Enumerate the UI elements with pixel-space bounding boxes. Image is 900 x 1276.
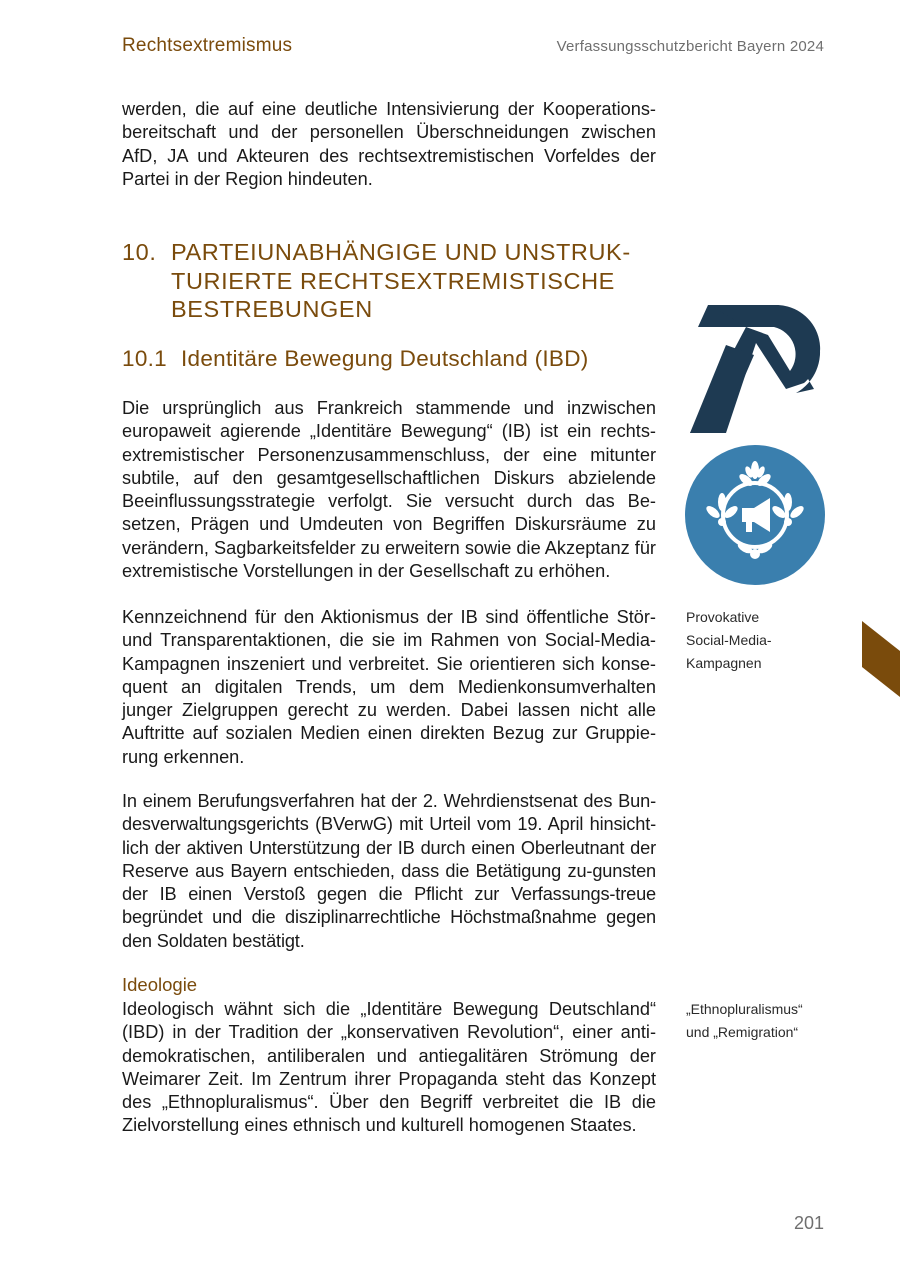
margin-note-campaigns bbox=[686, 606, 836, 675]
ideology-heading: Ideologie bbox=[122, 974, 198, 995]
ib-emblem-icon bbox=[684, 444, 826, 586]
section-heading bbox=[122, 346, 589, 372]
ideology-paragraph: Ideologisch wähnt sich die „Identitäre Bewegung Deutschland“ (IBD) in der Tradition der „konservativen Revolution“, einer anti-demokratischen, antiliberalen und antiegalitären Strömung der Weimarer Zeit. Im Zentrum ihrer Propaganda steht das Konzept des „Ethnopluralismus“. Über den Begriff verbreitet die IB die Zielvorstellung eines ethnisch und kulturell homogenen Staates. bbox=[122, 999, 656, 1136]
section-title: Identitäre Bewegung Deutschland (IBD) bbox=[181, 346, 589, 371]
margin-note-line: „Ethnopluralismus“ bbox=[686, 1001, 803, 1017]
section-number: 10.1 bbox=[122, 346, 167, 371]
intro-paragraph: werden, die auf eine deutliche Intensivierung der Kooperations-bereitschaft und der personellen Überschneidungen zwischen AfD, JA und Akteuren des rechtsextremistischen Vorfeldes der Partei in der Region hindeuten. bbox=[122, 99, 656, 189]
margin-note-ethnopluralism bbox=[686, 998, 836, 1044]
chapter-tab-icon bbox=[862, 621, 900, 697]
paragraph-2: Kennzeichnend für den Aktionismus der IB sind öffentliche Stör- und Transparentaktionen, die sie im Rahmen von Social-Media-Kampagnen inszeniert und verbreitet. Sie orientieren sich konse-quent an digitalen Trends, um dem Medienkonsumverhalten junger Zielgruppen gerecht zu werden. Dabei lassen nicht alle Auftritte auf sozialen Medien einen direkten Bezug zur Gruppie-rung erkennen. bbox=[122, 607, 656, 767]
chapter-title: PARTEIUNABHÄNGIGE UND UNSTRUK-TURIERTE RECHTSEXTREMISTISCHE BESTREBUNGEN bbox=[171, 239, 631, 322]
margin-note-line: und „Remigration“ bbox=[686, 1024, 799, 1040]
margin-note-line: Social-Media- bbox=[686, 632, 772, 648]
margin-note-line: Kampagnen bbox=[686, 655, 762, 671]
paragraph-3: In einem Berufungsverfahren hat der 2. Wehrdienstsenat des Bun-desverwaltungsgerichts (BVerwG) mit Urteil vom 19. April hinsicht-lich der aktiven Unterstützung der IB durch einen Oberleutnant der Reserve aus Bayern entschieden, dass die Betätigung zu-gunsten der IB einen Verstoß gegen die Pflicht zur Verfassungs-treue begründet und die disziplinarrechtliche Höchstmaßnahme gegen den Soldaten bestätigt. bbox=[122, 791, 656, 951]
page-number: 201 bbox=[793, 1213, 824, 1233]
chapter-number: 10. bbox=[122, 239, 157, 265]
header-report-title: Verfassungsschutzbericht Bayern 2024 bbox=[556, 38, 824, 55]
paragraph-1: Die ursprünglich aus Frankreich stammende und inzwischen europaweit agierende „Identitäre Bewegung“ (IB) ist ein rechts-extremistischer Personenzusammenschluss, der eine mitunter subtile, auf den gesamtgesellschaftlichen Diskurs abzielende Beeinflussungsstrategie verfolgt. Sie versucht durch das Be-setzen, Prägen und Umdeuten von Begriffen Diskursräume zu verändern, Sagbarkeitsfelder zu erweitern sowie die Akzeptanz für extremistische Vorstellungen in der Gesellschaft zu erhöhen. bbox=[122, 398, 656, 582]
header-section-title: Rechtsextremismus bbox=[122, 35, 293, 56]
lambda-logo-icon bbox=[686, 305, 826, 433]
margin-note-line: Provokative bbox=[686, 609, 760, 625]
